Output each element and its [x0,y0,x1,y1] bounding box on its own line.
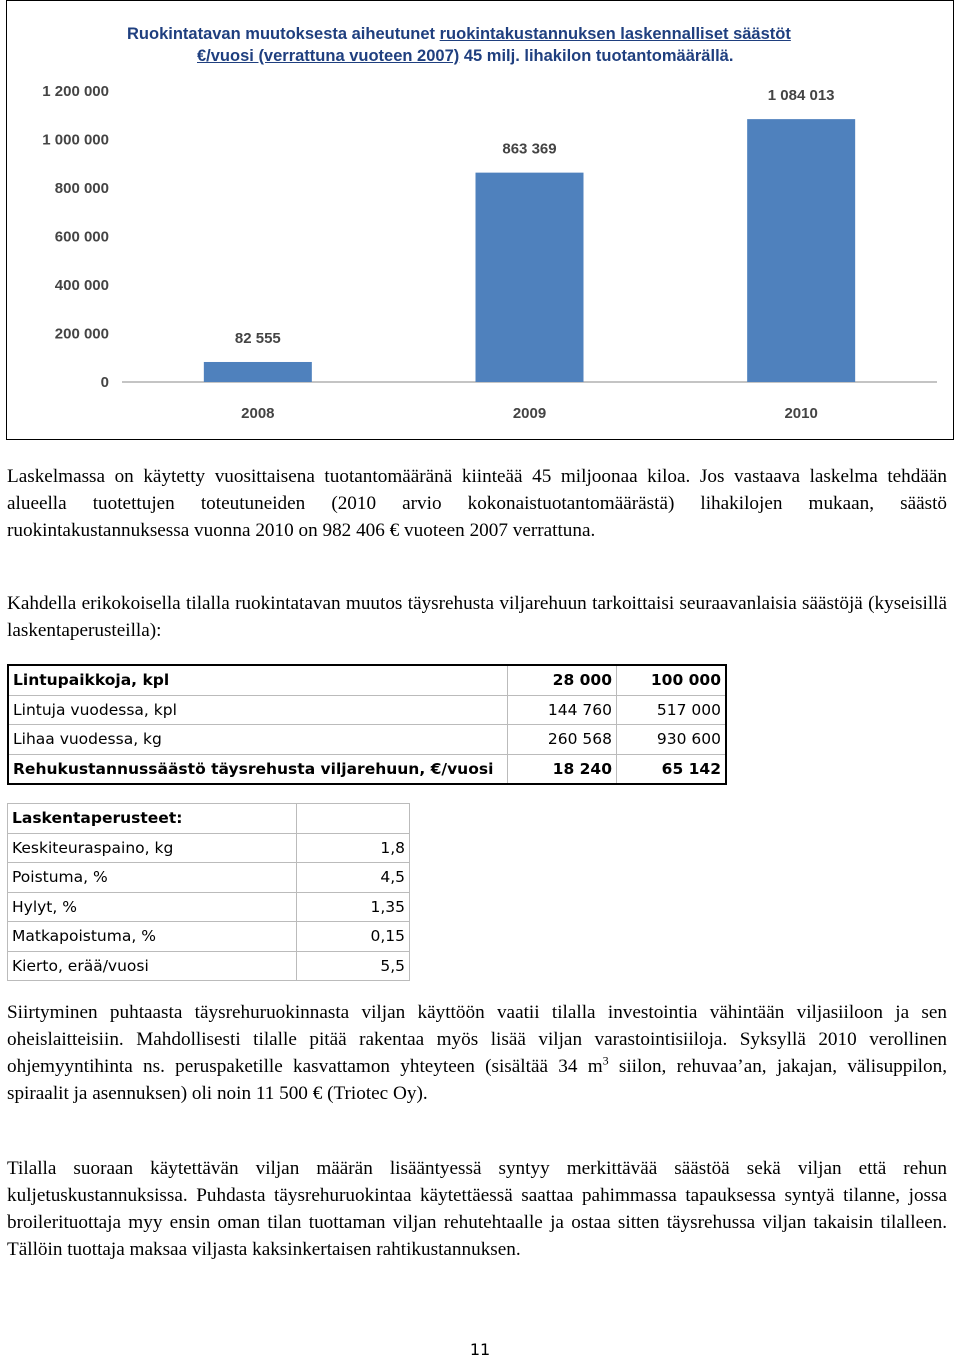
bar [747,119,855,382]
chart-title-underlined-1: ruokintakustannuksen laskennalliset säästöt [439,25,791,43]
x-tick-label: 2010 [784,405,818,422]
chart-title-underlined-2: €/vuosi (verrattuna vuoteen 2007) [197,47,460,65]
bar [204,362,312,382]
basis-value: 1,35 [297,892,410,922]
table-cell-label: Lihaa vuodessa, kg [8,725,508,755]
basis-label: Matkapoistuma, % [8,922,297,952]
chart-title-suffix: 45 milj. lihakilon tuotantomäärällä. [459,47,734,65]
data-label: 82 555 [234,329,281,347]
table-cell-small-farm: 28 000 [508,665,617,695]
y-tick-label: 800 000 [54,180,109,197]
data-label: 863 369 [502,140,557,158]
table-cell-small-farm: 144 760 [508,695,617,725]
y-tick-label: 600 000 [54,228,109,246]
basis-label: Hylyt, % [8,892,297,922]
basis-header: Laskentaperusteet: [8,804,297,834]
paragraph-4: Tilalla suoraan käytettävän viljan määrän lisääntyessä syntyy merkittävää säästöä sekä viljan että rehun kuljetuskustannuksissa. Puhdasta täysrehuruokintaa käytettäessä saattaa pahimmassa tapauksessa syntyä tilanne, jossa broilerituottaja myy ensin oman tilan tuottaman viljan rehutehtaalle ja ostaa sitten täysrehussa viljan takaisin tilalleen. Tällöin tuottaja maksaa viljasta kaksinkertaisen rahtikustannuksen. [7,1158,947,1260]
table-cell-large-farm: 100 000 [617,665,727,695]
paragraph-2-block [7,590,947,644]
table-row [8,804,410,834]
table-cell-small-farm: 260 568 [508,725,617,755]
table-cell-label: Lintuja vuodessa, kpl [8,695,508,725]
chart-title-prefix: Ruokintatavan muutoksesta aiheutunet [127,25,440,43]
y-tick-label: 200 000 [54,325,109,343]
paragraph-3-block [7,999,947,1107]
table-row [8,754,726,784]
page-number: 11 [469,1340,491,1359]
basis-label: Keskiteuraspaino, kg [8,833,297,863]
table-row [8,892,410,922]
paragraph-1: Laskelmassa on käytetty vuosittaisena tuotantomääränä kiinteää 45 miljoonaa kiloa. Jos vastaava laskelma tehdään alueella tuotettujen toteutuneiden (2010 arvio kokonaistuotantomäärästä) lihakilojen mukaan, säästö ruokintakustannuksessa vuonna 2010 on 982 406 € vuoteen 2007 verrattuna. [7,466,947,541]
y-tick-label: 0 [100,374,109,391]
table-row [8,725,726,755]
table-cell-label: Lintupaikkoja, kpl [8,665,508,695]
paragraph-3-part-1: Siirtyminen puhtaasta täysrehuruokinnasta viljan käyttöön vaatii tilalla investointia vähintään viljasiiloon ja sen oheislaitteisiin. Mahdollisesti tilalle pitää rakentaa myös lisää viljan varastointisiiloja. Syksyllä 2010 verollinen ohjemyyntihinta ns. peruspaketille kasvattamon yhteyteen (sisältää 34 m [7,1002,947,1077]
basis-value: 1,8 [297,833,410,863]
y-tick-label: 400 000 [54,277,109,294]
x-tick-label: 2008 [241,405,275,422]
basis-label: Kierto, erää/vuosi [8,951,297,981]
basis-label: Poistuma, % [8,863,297,893]
basis-value: 0,15 [297,922,410,952]
bar [476,173,584,382]
chart-plot [7,1,953,439]
paragraph-3-part-2: siilon, rehuvaa’an, jakajan, välisuppilon, spiraalit ja asennuksen) oli noin 11 500 € (Triotec Oy). [7,1056,947,1104]
y-tick-label: 1 200 000 [42,83,109,100]
farm-savings-table [7,664,727,785]
cubic-superscript: 3 [602,1053,609,1068]
table-cell-large-farm: 930 600 [617,725,727,755]
table-cell-empty [297,804,410,834]
basis-value: 5,5 [297,951,410,981]
paragraph-1-block [7,463,947,544]
table-cell-small-farm: 18 240 [508,754,617,784]
table-row [8,695,726,725]
paragraph-2: Kahdella erikokoisella tilalla ruokintatavan muutos täysrehusta viljarehuun tarkoittaisi seuraavanlaisia säästöjä (kyseisillä laskentaperusteilla): [7,593,947,641]
table-cell-label: Rehukustannussäästö täysrehusta viljarehuun, €/vuosi [8,754,508,784]
table-cell-large-farm: 65 142 [617,754,727,784]
table-row [8,665,726,695]
basis-value: 4,5 [297,863,410,893]
savings-chart [6,0,954,440]
calculation-basis-table [7,803,410,981]
paragraph-3 [7,999,947,1107]
table-row [8,863,410,893]
table-row [8,833,410,863]
data-label: 1 084 013 [767,87,835,105]
table-cell-large-farm: 517 000 [617,695,727,725]
x-tick-label: 2009 [512,405,547,422]
table-row [8,922,410,952]
table-row [8,951,410,981]
y-tick-label: 1 000 000 [42,131,109,149]
paragraph-4-block [7,1155,947,1263]
